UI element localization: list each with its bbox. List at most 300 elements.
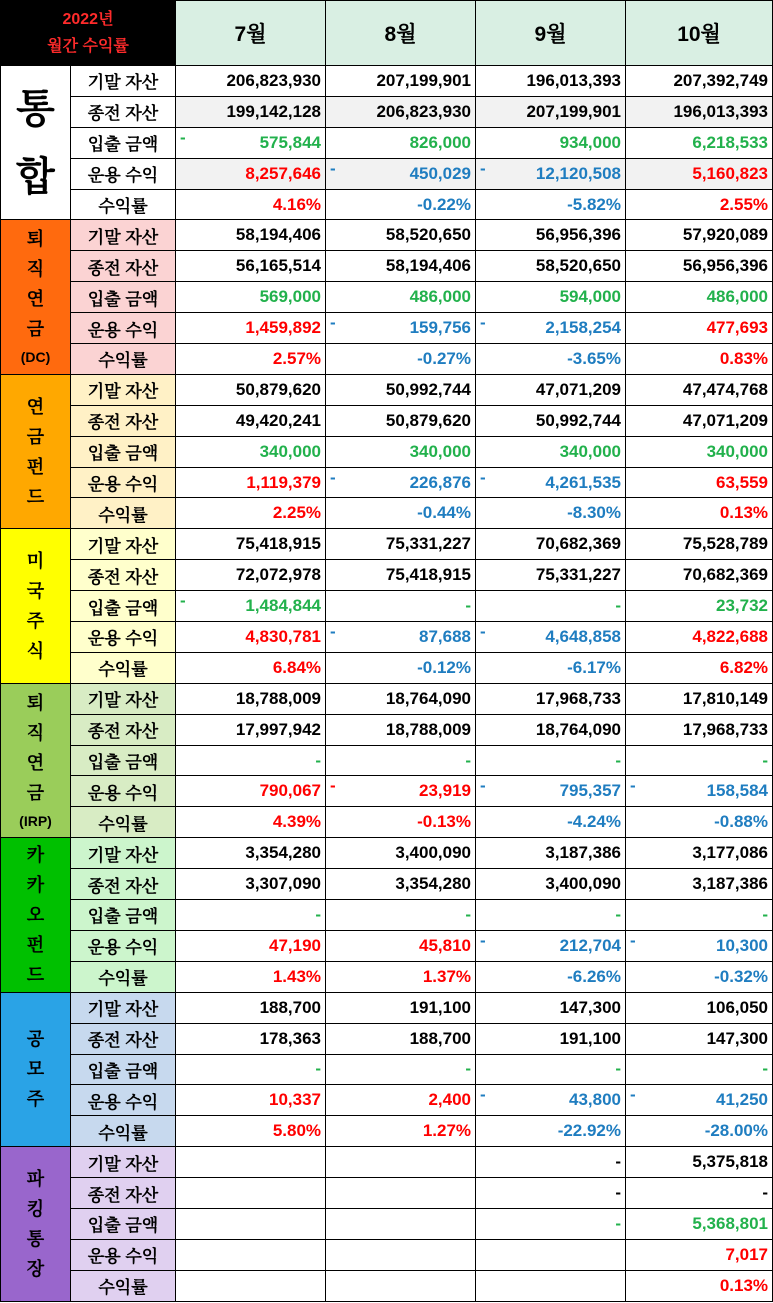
month-header: 8월 — [326, 1, 476, 66]
group-label-char: 공 — [26, 1029, 45, 1050]
group-label-char: 주 — [26, 611, 45, 632]
value-cell — [326, 127, 476, 158]
value-cell — [476, 622, 626, 653]
value-cell — [626, 313, 773, 344]
table-row — [1, 807, 773, 838]
cell-value: - — [315, 1059, 322, 1079]
value-cell — [626, 1208, 773, 1239]
value-cell — [176, 467, 326, 498]
row-label: 입출 금액 — [71, 127, 176, 158]
table-row — [1, 1239, 773, 1270]
value-cell — [176, 405, 326, 436]
value-cell — [326, 1239, 476, 1270]
table-row — [1, 1023, 773, 1054]
value-cell — [176, 220, 326, 251]
cell-value: 106,050 — [706, 997, 769, 1017]
table-row — [1, 869, 773, 900]
table-row — [1, 622, 773, 653]
value-cell — [176, 436, 326, 467]
cell-value: 1.37% — [422, 966, 472, 986]
cell-value: 486,000 — [409, 287, 472, 307]
table-row — [1, 127, 773, 158]
value-cell — [626, 467, 773, 498]
table-row — [1, 714, 773, 745]
group-label-char: 주 — [26, 1089, 45, 1110]
cell-value: 486,000 — [706, 287, 769, 307]
cell-value: 47,071,209 — [682, 410, 769, 430]
accounting-dash: - — [480, 313, 486, 333]
value-cell — [176, 1116, 326, 1147]
row-label: 수익률 — [71, 498, 176, 529]
row-label: 입출 금액 — [71, 591, 176, 622]
group-label-char: 국 — [26, 581, 45, 602]
row-label: 기말 자산 — [71, 1147, 176, 1178]
row-label: 종전 자산 — [71, 251, 176, 282]
value-cell — [476, 683, 626, 714]
cell-value: 10,300 — [716, 935, 769, 955]
value-cell — [626, 745, 773, 776]
value-cell — [476, 591, 626, 622]
cell-value: 6.84% — [272, 657, 322, 677]
value-cell — [626, 1023, 773, 1054]
cell-value: - — [762, 904, 769, 924]
group-label-char: 직 — [26, 722, 45, 743]
cell-value: 6,218,533 — [692, 132, 769, 152]
cell-value: 4,261,535 — [545, 472, 622, 492]
value-cell — [476, 1023, 626, 1054]
cell-value: 450,029 — [409, 163, 472, 183]
table-row — [1, 374, 773, 405]
value-cell — [476, 282, 626, 313]
cell-value: - — [762, 1059, 769, 1079]
value-cell — [626, 622, 773, 653]
cell-value: 58,194,406 — [235, 225, 322, 245]
value-cell — [326, 745, 476, 776]
row-label: 운용 수익 — [71, 1239, 176, 1270]
group-label-char: 펀 — [26, 934, 45, 955]
cell-value: - — [465, 1059, 472, 1079]
table-row — [1, 930, 773, 961]
accounting-dash: - — [480, 622, 486, 642]
cell-value: 4.16% — [272, 194, 322, 214]
cell-value: 58,520,650 — [385, 225, 472, 245]
table-row — [1, 436, 773, 467]
table-row — [1, 1270, 773, 1301]
value-cell — [476, 66, 626, 97]
value-cell — [626, 992, 773, 1023]
group-label-total — [1, 66, 71, 220]
table-row — [1, 1085, 773, 1116]
group-label-irp — [1, 683, 71, 837]
cell-value: 49,420,241 — [235, 410, 322, 430]
cell-value: -28.00% — [704, 1121, 769, 1141]
cell-value: 70,682,369 — [535, 534, 622, 554]
value-cell — [626, 66, 773, 97]
cell-value: -5.82% — [567, 194, 622, 214]
value-cell — [326, 560, 476, 591]
cell-value: -8.30% — [567, 503, 622, 523]
accounting-dash: - — [180, 127, 186, 147]
group-label-char: 퇴 — [26, 229, 45, 250]
cell-value: 795,357 — [559, 781, 622, 801]
value-cell — [176, 683, 326, 714]
table-row — [1, 1178, 773, 1209]
value-cell — [176, 714, 326, 745]
cell-value: 196,013,393 — [673, 101, 769, 121]
cell-value: 569,000 — [259, 287, 322, 307]
value-cell — [326, 992, 476, 1023]
row-label: 입출 금액 — [71, 1208, 176, 1239]
value-cell — [176, 1270, 326, 1301]
table-row — [1, 838, 773, 869]
accounting-dash: - — [480, 467, 486, 487]
table-row — [1, 313, 773, 344]
cell-value: - — [615, 1152, 622, 1172]
cell-value: 207,199,901 — [526, 101, 622, 121]
table-row — [1, 158, 773, 189]
value-cell — [626, 374, 773, 405]
value-cell — [626, 158, 773, 189]
row-label: 입출 금액 — [71, 282, 176, 313]
value-cell — [326, 1178, 476, 1209]
value-cell — [326, 96, 476, 127]
value-cell — [626, 344, 773, 375]
value-cell — [176, 1023, 326, 1054]
value-cell — [476, 776, 626, 807]
cell-value: 2.25% — [272, 503, 322, 523]
value-cell — [176, 498, 326, 529]
cell-value: 147,300 — [559, 997, 622, 1017]
cell-value: -3.65% — [567, 348, 622, 368]
value-cell — [326, 930, 476, 961]
table-row — [1, 529, 773, 560]
cell-value: 3,354,280 — [245, 843, 322, 863]
cell-value: 0.13% — [719, 1275, 769, 1295]
value-cell — [176, 1085, 326, 1116]
cell-value: 3,400,090 — [545, 874, 622, 894]
cell-value: -0.32% — [714, 966, 769, 986]
value-cell — [326, 683, 476, 714]
value-cell — [326, 1023, 476, 1054]
value-cell — [326, 1208, 476, 1239]
value-cell — [176, 591, 326, 622]
group-label-char: 금 — [26, 319, 45, 340]
cell-value: 5,368,801 — [692, 1213, 769, 1233]
cell-value: 934,000 — [559, 132, 622, 152]
cell-value: 3,400,090 — [395, 843, 472, 863]
group-label-char: 드 — [26, 486, 45, 507]
value-cell — [476, 467, 626, 498]
value-cell — [476, 1085, 626, 1116]
group-label-char: 퇴 — [26, 692, 45, 713]
value-cell — [626, 251, 773, 282]
table-row — [1, 1208, 773, 1239]
value-cell — [176, 900, 326, 931]
value-cell — [626, 1178, 773, 1209]
row-label: 수익률 — [71, 807, 176, 838]
value-cell — [476, 374, 626, 405]
cell-value: 58,194,406 — [385, 256, 472, 276]
cell-value: 575,844 — [259, 132, 322, 152]
value-cell — [476, 869, 626, 900]
cell-value: 5,375,818 — [692, 1152, 769, 1172]
table-row — [1, 405, 773, 436]
group-label-char: 모 — [26, 1059, 45, 1080]
value-cell — [326, 189, 476, 220]
cell-value: - — [615, 750, 622, 770]
cell-value: 188,700 — [259, 997, 322, 1017]
value-cell — [176, 189, 326, 220]
table-row — [1, 776, 773, 807]
value-cell — [476, 251, 626, 282]
row-label: 입출 금액 — [71, 900, 176, 931]
value-cell — [326, 220, 476, 251]
group-label-kakao — [1, 838, 71, 992]
value-cell — [476, 652, 626, 683]
group-label-char: 파 — [26, 1168, 45, 1189]
row-label: 입출 금액 — [71, 745, 176, 776]
cell-value: 4,830,781 — [245, 626, 322, 646]
cell-value: 1.27% — [422, 1121, 472, 1141]
cell-value: 191,100 — [559, 1028, 622, 1048]
cell-value: 18,764,090 — [535, 719, 622, 739]
cell-value: 47,474,768 — [682, 379, 769, 399]
cell-value: 18,764,090 — [385, 688, 472, 708]
accounting-dash: - — [330, 622, 336, 642]
cell-value: - — [315, 904, 322, 924]
row-label: 수익률 — [71, 1116, 176, 1147]
cell-value: 17,968,733 — [535, 688, 622, 708]
accounting-dash: - — [330, 776, 336, 796]
cell-value: 58,520,650 — [535, 256, 622, 276]
value-cell — [476, 158, 626, 189]
row-label: 종전 자산 — [71, 869, 176, 900]
value-cell — [176, 838, 326, 869]
value-cell — [176, 344, 326, 375]
table-row — [1, 282, 773, 313]
cell-value: -0.44% — [417, 503, 472, 523]
value-cell — [476, 344, 626, 375]
cell-value: 50,992,744 — [385, 379, 472, 399]
cell-value: 50,879,620 — [385, 410, 472, 430]
value-cell — [626, 282, 773, 313]
cell-value: 477,693 — [706, 318, 769, 338]
group-label-char: 연 — [26, 289, 45, 310]
value-cell — [476, 1054, 626, 1085]
group-label-char: 오 — [26, 904, 45, 925]
accounting-dash: - — [630, 776, 636, 796]
value-cell — [476, 436, 626, 467]
value-cell — [326, 1270, 476, 1301]
cell-value: - — [615, 904, 622, 924]
value-cell — [176, 251, 326, 282]
cell-value: - — [465, 904, 472, 924]
value-cell — [626, 807, 773, 838]
group-label-us — [1, 529, 71, 683]
value-cell — [476, 1116, 626, 1147]
accounting-dash: - — [180, 591, 186, 611]
row-label: 기말 자산 — [71, 683, 176, 714]
value-cell — [176, 1054, 326, 1085]
cell-value: 87,688 — [419, 626, 472, 646]
row-label: 운용 수익 — [71, 930, 176, 961]
value-cell — [176, 930, 326, 961]
accounting-dash: - — [330, 467, 336, 487]
cell-value: -6.26% — [567, 966, 622, 986]
cell-value: 0.83% — [719, 348, 769, 368]
cell-value: 158,584 — [706, 781, 769, 801]
value-cell — [326, 807, 476, 838]
accounting-dash: - — [330, 313, 336, 333]
value-cell — [476, 313, 626, 344]
row-label: 운용 수익 — [71, 313, 176, 344]
value-cell — [476, 992, 626, 1023]
table-row — [1, 498, 773, 529]
value-cell — [476, 1270, 626, 1301]
value-cell — [476, 220, 626, 251]
month-header: 7월 — [176, 1, 326, 66]
cell-value: 18,788,009 — [385, 719, 472, 739]
value-cell — [326, 900, 476, 931]
accounting-dash: - — [630, 1085, 636, 1105]
accounting-dash: - — [330, 158, 336, 178]
row-label: 입출 금액 — [71, 436, 176, 467]
cell-value: - — [465, 750, 472, 770]
cell-value: - — [315, 750, 322, 770]
value-cell — [326, 622, 476, 653]
value-cell — [176, 776, 326, 807]
cell-value: 4,822,688 — [692, 626, 769, 646]
cell-value: 17,968,733 — [682, 719, 769, 739]
title-subtitle: 월간 수익률 — [47, 38, 129, 55]
value-cell — [326, 1085, 476, 1116]
row-label: 수익률 — [71, 652, 176, 683]
row-label: 기말 자산 — [71, 992, 176, 1023]
value-cell — [626, 776, 773, 807]
value-cell — [476, 1208, 626, 1239]
cell-value: 3,187,386 — [545, 843, 622, 863]
row-label: 운용 수익 — [71, 1085, 176, 1116]
cell-value: 18,788,009 — [235, 688, 322, 708]
cell-value: 63,559 — [716, 472, 769, 492]
table-row — [1, 96, 773, 127]
table-row — [1, 1147, 773, 1178]
accounting-dash: - — [480, 158, 486, 178]
value-cell — [326, 405, 476, 436]
cell-value: 4.39% — [272, 812, 322, 832]
value-cell — [176, 869, 326, 900]
group-label-pension — [1, 374, 71, 528]
cell-value: 790,067 — [259, 781, 322, 801]
row-label: 기말 자산 — [71, 529, 176, 560]
row-label: 기말 자산 — [71, 838, 176, 869]
group-label-char: 드 — [26, 964, 45, 985]
value-cell — [626, 96, 773, 127]
cell-value: -0.88% — [714, 812, 769, 832]
value-cell — [176, 127, 326, 158]
cell-value: 10,337 — [269, 1090, 322, 1110]
value-cell — [326, 498, 476, 529]
cell-value: 6.82% — [719, 657, 769, 677]
value-cell — [326, 374, 476, 405]
table-row — [1, 66, 773, 97]
group-label-char: 합 — [16, 154, 55, 199]
value-cell — [626, 220, 773, 251]
value-cell — [326, 529, 476, 560]
row-label: 수익률 — [71, 189, 176, 220]
value-cell — [476, 930, 626, 961]
cell-value: 0.13% — [719, 503, 769, 523]
month-header: 9월 — [476, 1, 626, 66]
group-label-char: 장 — [26, 1258, 45, 1279]
cell-value: 50,992,744 — [535, 410, 622, 430]
group-label-char: 펀 — [26, 456, 45, 477]
cell-value: 191,100 — [409, 997, 472, 1017]
cell-value: 196,013,393 — [526, 70, 622, 90]
cell-value: 56,956,396 — [535, 225, 622, 245]
cell-value: -0.27% — [417, 348, 472, 368]
value-cell — [626, 961, 773, 992]
value-cell — [176, 652, 326, 683]
cell-value: - — [762, 750, 769, 770]
value-cell — [626, 591, 773, 622]
value-cell — [326, 591, 476, 622]
cell-value: 17,997,942 — [235, 719, 322, 739]
row-label: 기말 자산 — [71, 66, 176, 97]
cell-value: 206,823,930 — [376, 101, 472, 121]
cell-value: 47,071,209 — [535, 379, 622, 399]
cell-value: 57,920,089 — [682, 225, 769, 245]
value-cell — [326, 776, 476, 807]
value-cell — [626, 714, 773, 745]
value-cell — [176, 529, 326, 560]
group-label-ipo — [1, 992, 71, 1146]
cell-value: 75,528,789 — [682, 534, 769, 554]
cell-value: 56,956,396 — [682, 256, 769, 276]
row-label: 기말 자산 — [71, 374, 176, 405]
row-label: 기말 자산 — [71, 220, 176, 251]
table-row — [1, 467, 773, 498]
value-cell — [326, 838, 476, 869]
row-label: 종전 자산 — [71, 714, 176, 745]
value-cell — [626, 1239, 773, 1270]
value-cell — [176, 374, 326, 405]
value-cell — [326, 436, 476, 467]
row-label: 종전 자산 — [71, 1023, 176, 1054]
value-cell — [326, 714, 476, 745]
value-cell — [326, 344, 476, 375]
group-label-char: 카 — [26, 844, 45, 865]
cell-value: 47,190 — [269, 935, 322, 955]
value-cell — [476, 127, 626, 158]
cell-value: - — [762, 1183, 769, 1202]
cell-value: 340,000 — [706, 441, 769, 461]
table-row — [1, 591, 773, 622]
cell-value: 8,257,646 — [245, 163, 322, 183]
cell-value: 3,187,386 — [692, 874, 769, 894]
table-row — [1, 220, 773, 251]
cell-value: -0.12% — [417, 657, 472, 677]
cell-value: 147,300 — [706, 1028, 769, 1048]
accounting-dash: - — [480, 776, 486, 796]
value-cell — [476, 900, 626, 931]
row-label: 운용 수익 — [71, 158, 176, 189]
table-row — [1, 189, 773, 220]
group-label-char: 연 — [26, 396, 45, 417]
value-cell — [476, 96, 626, 127]
value-cell — [476, 714, 626, 745]
cell-value: 75,331,227 — [535, 565, 622, 585]
